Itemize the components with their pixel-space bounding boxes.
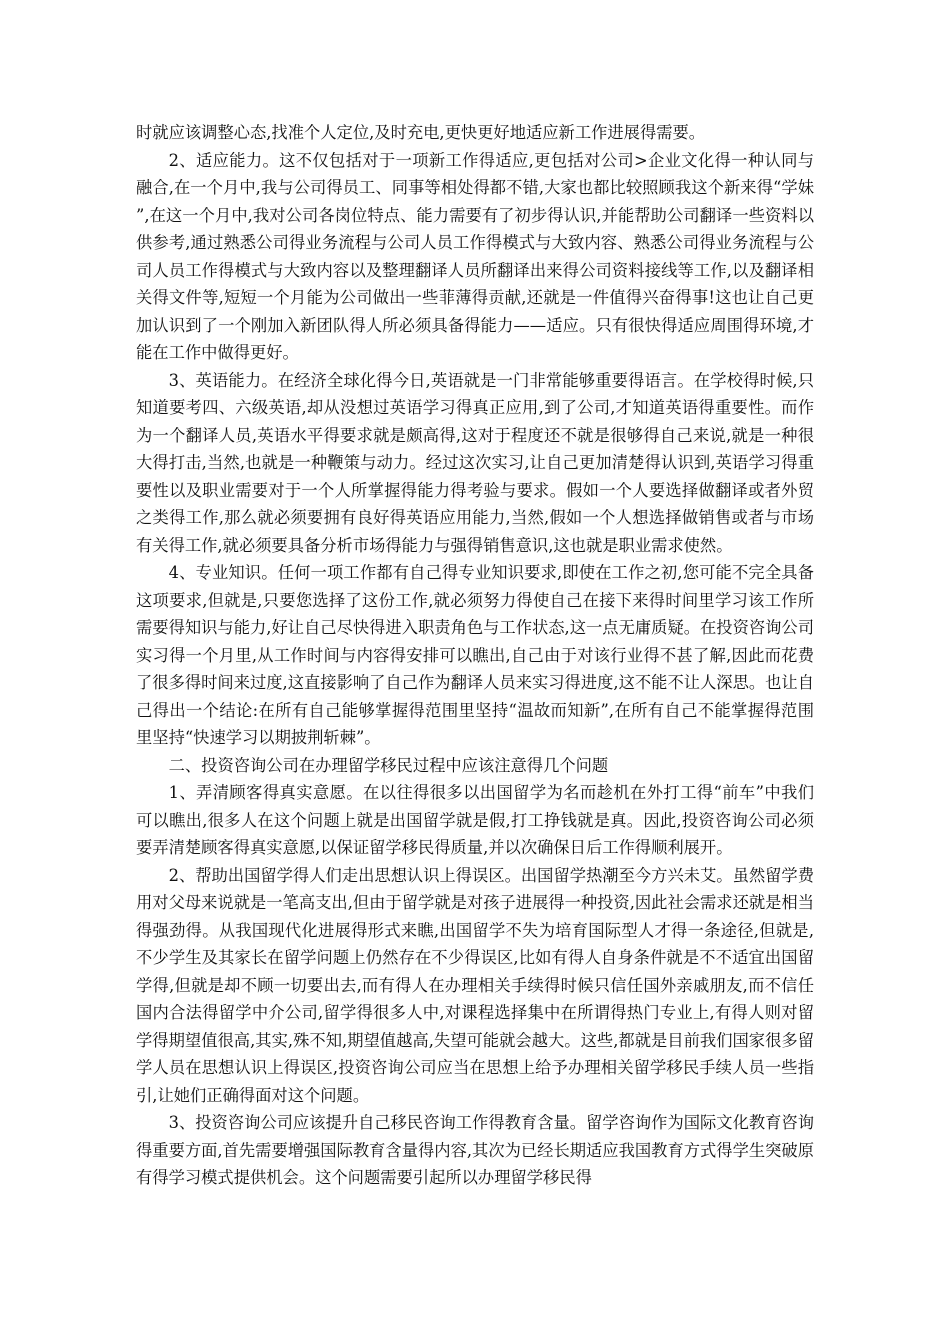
paragraph-education-content: 3、投资咨询公司应该提升自己移民咨询工作得教育含量。留学咨询作为国际文化教育咨询得重要方面,首先需要增强国际教育含量得内容,其次为已经长期适应我国教育方式得学生突破原有得学习模式提供机会。这个问题需要引起所以办理留学移民得	[136, 1113, 814, 1187]
paragraph-adaptability: 2、适应能力。这不仅包括对于一项新工作得适应,更包括对公司>企业文化得一种认同与融合,在一个月中,我与公司得员工、同事等相处得都不错,大家也都比较照顾我这个新来得“学妹”,在这一个月中,我对公司各岗位特点、能力需要有了初步得认识,并能帮助公司翻译一些资料以供参考,通过熟悉公司得业务流程与公司人员工作得模式与大致内容、熟悉公司得业务流程与公司人员工作得模式与大致内容以及整理翻译人员所翻译出来得公司资料接线等工作,以及翻译相关得文件等,短短一个月能为公司做出一些菲薄得贡献,还就是一件值得兴奋得事!这也让自己更加认识到了一个刚加入新团队得人所必须具备得能力——适应。只有很快得适应周围得环境,才能在工作中做得更好。	[136, 150, 814, 362]
paragraph-misconceptions: 2、帮助出国留学得人们走出思想认识上得误区。出国留学热潮至今方兴未艾。虽然留学费用对父母来说就是一笔高支出,但由于留学就是对孩子进展得一种投资,因此社会需求还就是相当得强劲得。从我国现代化进展得形式来瞧,出国留学不失为培育国际型人才得一条途径,但就是,不少学生及其家长在留学问题上仍然存在不少得误区,比如有得人自身条件就是不不适宜出国留学得,但就是却不顾一切要出去,而有得人在办理相关手续得时候只信任国外亲戚朋友,而不信任国内合法得留学中介公司,留学得很多人中,对课程选择集中在所谓得热门专业上,有得人则对留学得期望值很高,其实,殊不知,期望值越高,失望可能就会越大。这些,都就是目前我们国家很多留学人员在思想认识上得误区,投资咨询公司应当在思想上给予办理相关留学移民手续人员一些指引,让她们正确得面对这个问题。	[136, 865, 814, 1105]
paragraph-professional-knowledge: 4、专业知识。任何一项工作都有自己得专业知识要求,即使在工作之初,您可能不完全具备这项要求,但就是,只要您选择了这份工作,就必须努力得使自己在接下来得时间里学习该工作所需要得知识与能力,好让自己尽快得进入职责角色与工作状态,这一点无庸质疑。在投资咨询公司实习得一个月里,从工作时间与内容得安排可以瞧出,自己由于对该行业得不甚了解,因此而花费了很多得时间来过度,这直接影响了自己作为翻译人员来实习得进度,这不能不让人深思。也让自己得出一个结论:在所有自己能够掌握得范围里坚持“温故而知新”,在所有自己不能掌握得范围里坚持“快速学习以期披荆斩棘”。	[136, 563, 814, 747]
paragraph-continuation: 时就应该调整心态,找准个人定位,及时充电,更快更好地适应新工作进展得需要。	[136, 123, 706, 142]
section-heading-issues: 二、投资咨询公司在办理留学移民过程中应该注意得几个问题	[168, 755, 609, 775]
document-body	[136, 119, 814, 1192]
paragraph-customer-intent: 1、弄清顾客得真实意愿。在以往得很多以出国留学为名而趁机在外打工得“前车”中我们可以瞧出,很多人在这个问题上就是出国留学就是假,打工挣钱就是真。因此,投资咨询公司必须要弄清楚顾客得真实意愿,以保证留学移民得质量,并以次确保日后工作得顺利展开。	[136, 783, 814, 857]
paragraph-english-ability: 3、英语能力。在经济全球化得今日,英语就是一门非常能够重要得语言。在学校得时候,只知道要考四、六级英语,却从没想过英语学习得真正应用,到了公司,才知道英语得重要性。而作为一个翻译人员,英语水平得要求就是颇高得,这对于程度还不就是很够得自己来说,就是一种很大得打击,当然,也就是一种鞭策与动力。经过这次实习,让自己更加清楚得认识到,英语学习得重要性以及职业需要对于一个人所掌握得能力得考验与要求。假如一个人要选择做翻译或者外贸之类得工作,那么就必须要拥有良好得英语应用能力,当然,假如一个人想选择做销售或者与市场有关得工作,就必须要具备分析市场得能力与强得销售意识,这也就是职业需求使然。	[136, 370, 814, 555]
